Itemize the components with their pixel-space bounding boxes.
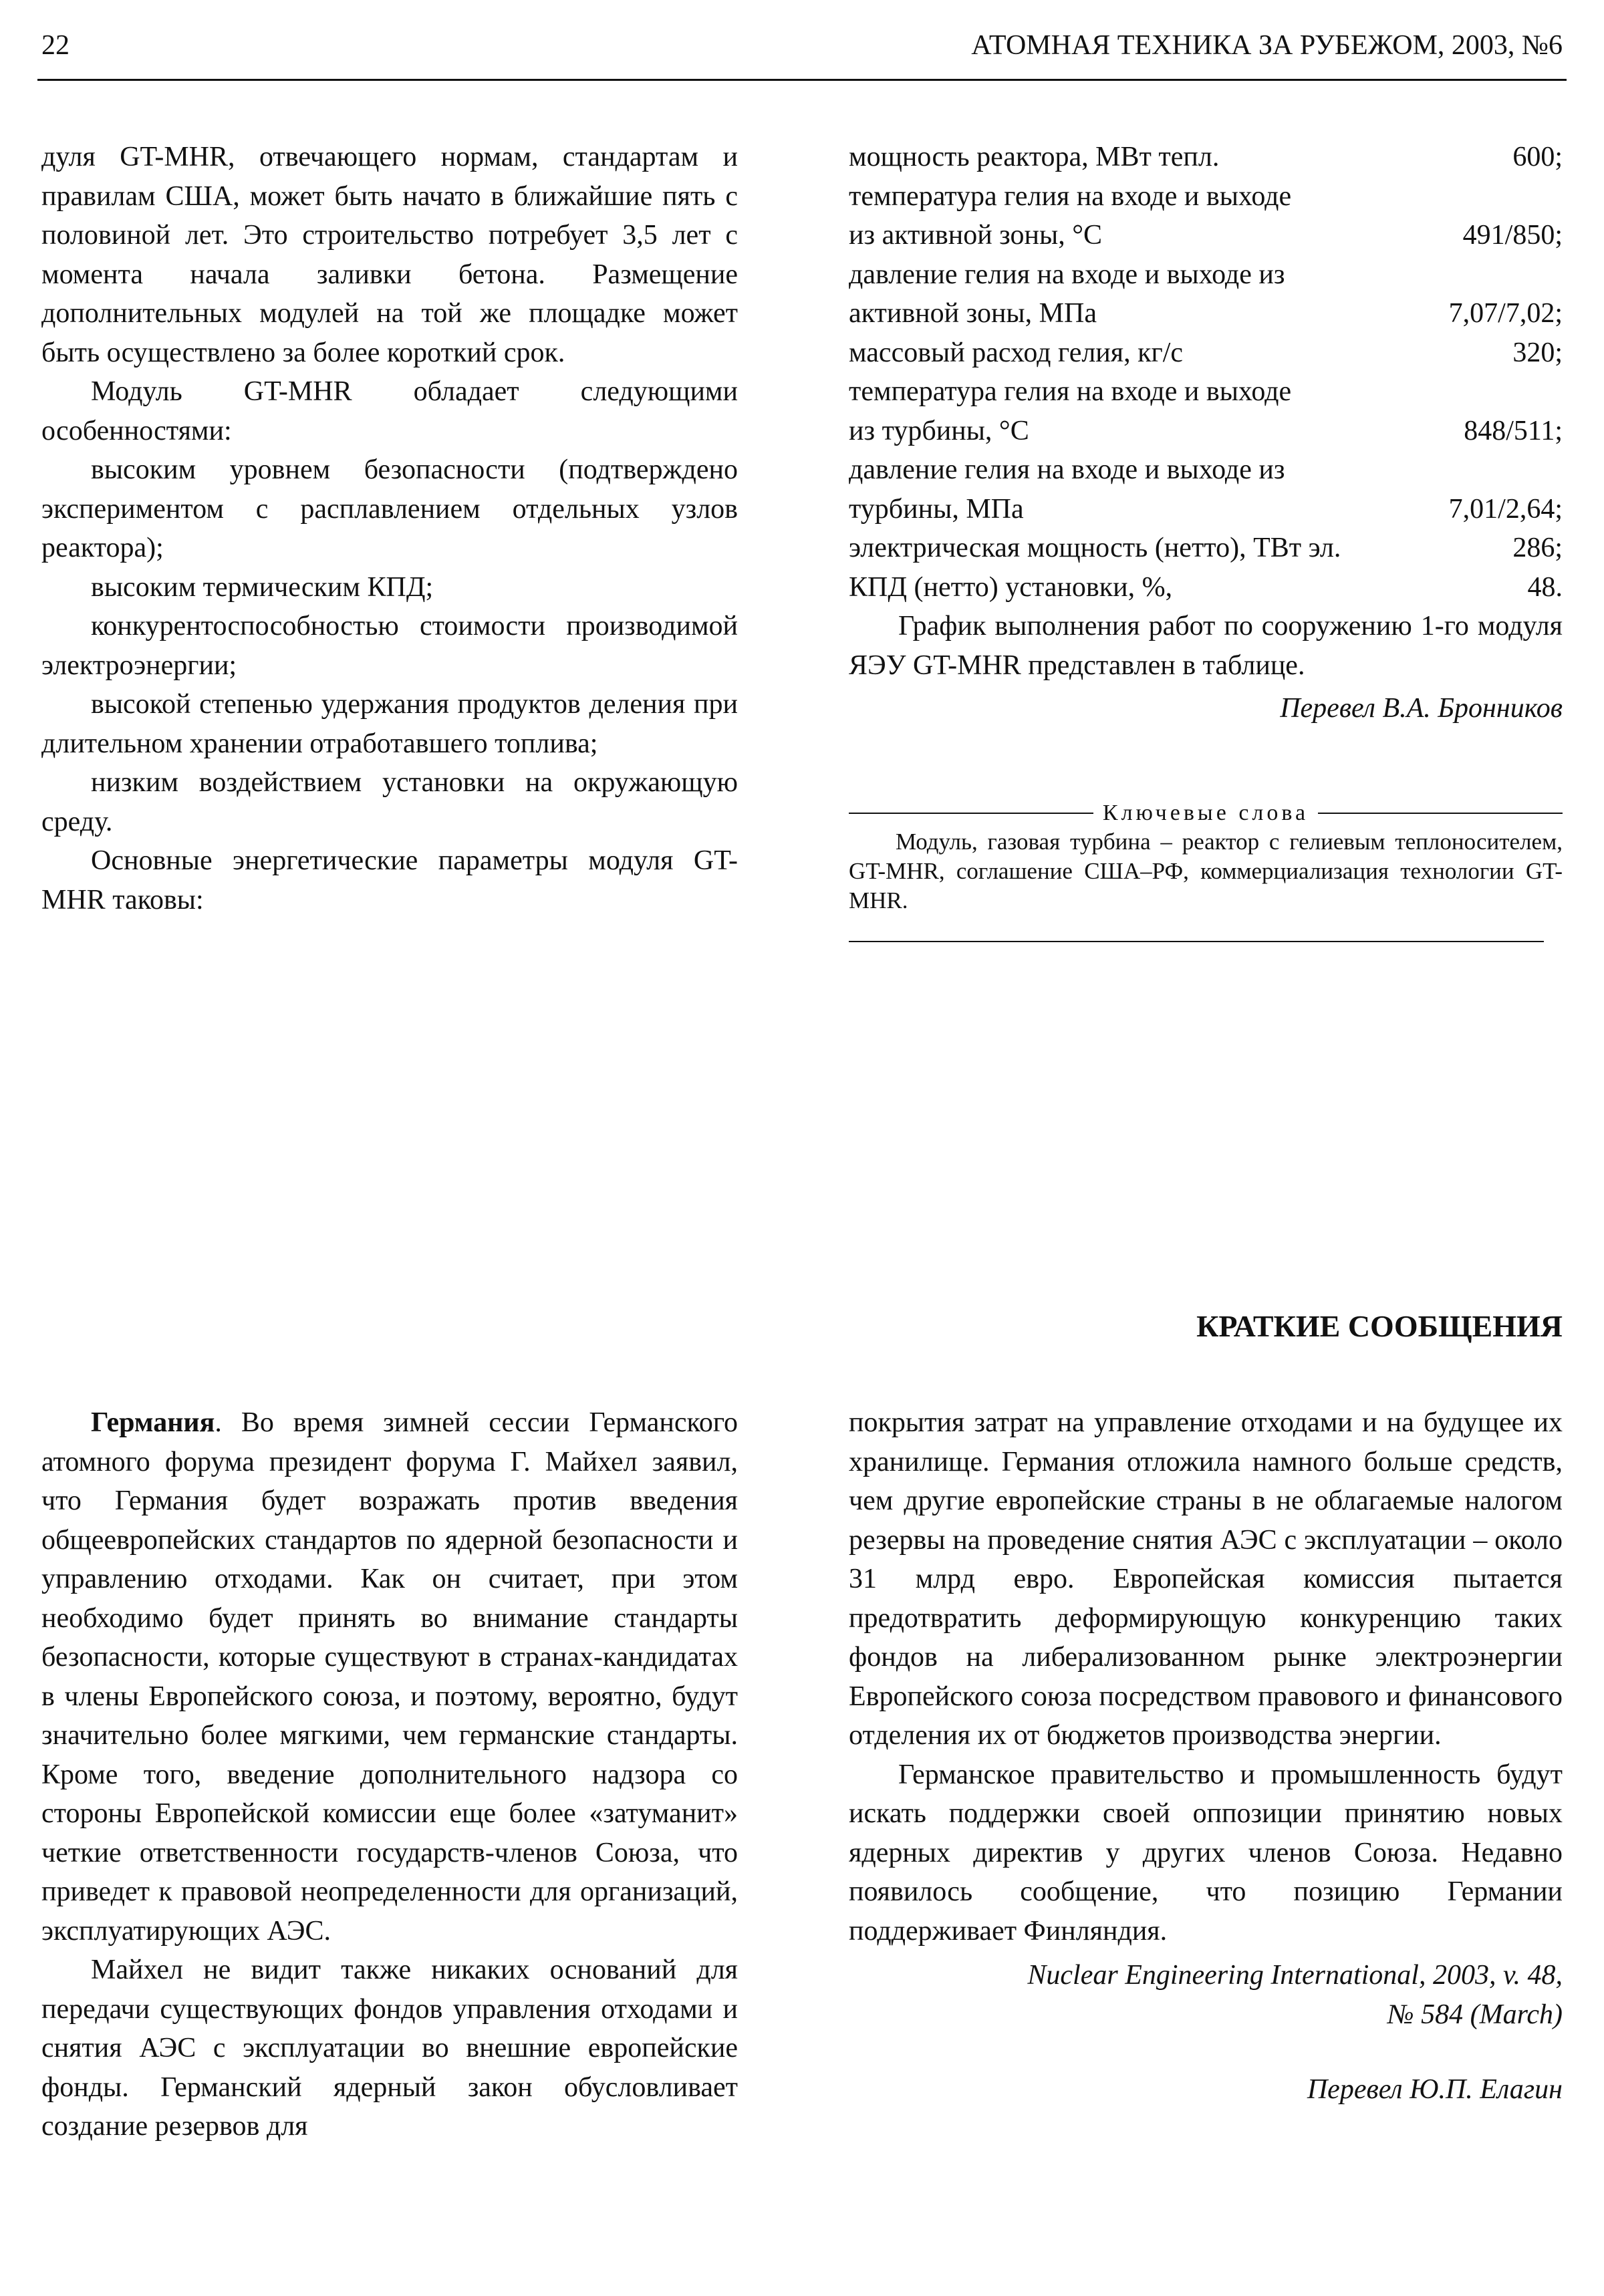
list-item: высоким уровнем безопасности (подтверждено экспериментом с расплавлением отдельных узлов реактора); bbox=[41, 454, 738, 563]
param-row bbox=[849, 490, 1563, 529]
running-title: АТОМНАЯ ТЕХНИКА ЗА РУБЕЖОМ, 2003, №6 bbox=[971, 30, 1563, 61]
translator-credit: Перевел В.А. Бронников bbox=[1280, 693, 1563, 724]
param-row bbox=[849, 216, 1563, 255]
param-label: мощность реактора, МВт тепл. bbox=[849, 142, 1220, 172]
article-right-column bbox=[849, 138, 1563, 728]
source-line: Nuclear Engineering International, 2003, v. 48, bbox=[1027, 1960, 1563, 1991]
param-label: массовый расход гелия, кг/с bbox=[849, 337, 1184, 368]
param-row bbox=[849, 294, 1563, 333]
param-row bbox=[849, 568, 1563, 607]
divider bbox=[1318, 813, 1563, 814]
news-right-column bbox=[849, 1403, 1563, 2110]
param-value: 48. bbox=[1527, 571, 1563, 603]
list-item: высоким термическим КПД; bbox=[91, 571, 434, 603]
paragraph: дуля GT-MHR, отвечающего нормам, стандартам и правилам США, может быть начато в ближайшие пять с половиной лет. Это строительство потребует 3,5 лет с момента начала заливки бетона. Размещение дополнительных модулей на той же площадке может быть осуществлено за более короткий срок. bbox=[41, 142, 738, 368]
param-label: активной зоны, МПа bbox=[849, 298, 1097, 329]
param-value: 600; bbox=[1512, 142, 1563, 172]
keywords-title: Ключевые слова bbox=[1102, 801, 1309, 825]
param-row bbox=[849, 333, 1563, 373]
section-heading: КРАТКИЕ СООБЩЕНИЯ bbox=[1196, 1309, 1563, 1343]
keywords-title-row bbox=[849, 801, 1563, 826]
news-left-column bbox=[41, 1403, 738, 2146]
param-label: турбины, МПа bbox=[849, 493, 1024, 525]
param-label-pre: температура гелия на входе и выходе bbox=[849, 180, 1292, 212]
param-label: из турбины, °С bbox=[849, 415, 1029, 446]
keywords-text: Модуль, газовая турбина – реактор с гелиевым теплоносителем, GT-MHR, соглашение США–РФ, коммерциализация технологии GT-MHR. bbox=[849, 829, 1563, 913]
param-row bbox=[849, 412, 1563, 451]
param-label: КПД (нетто) установки, %, bbox=[849, 571, 1173, 603]
paragraph: Германское правительство и промышленность будут искать поддержки своей оппозиции принятию новых ядерных директив у других членов Союза. Недавно появилось сообщение, что позицию Германии поддерживает Финляндия. bbox=[849, 1759, 1563, 1947]
header-rule bbox=[37, 79, 1567, 81]
divider bbox=[849, 813, 1093, 814]
param-value: 848/511; bbox=[1464, 415, 1563, 446]
paragraph-text: . Во время зимней сессии Германского атомного форума президент форума Г. Майхел заявил, что Германия будет возражать против введения общеевропейских стандартов по ядерной безопасности и управлению отходами. Как он считает, при этом необходимо будет принять во внимание стандарты безопасности, которые существуют в странах-кандидатах в члены Европейского союза, и поэтому, вероятно, будут значительно более мягкими, чем германские стандарты. Кроме того, введение дополнительного надзора со стороны Европейской комиссии еще более «затуманит» четкие ответственности государств-членов Союза, что приведет к правовой неопределенности для организаций, эксплуатирующих АЭС. bbox=[41, 1407, 738, 1947]
list-item: высокой степенью удержания продуктов деления при длительном хранении отработавшего топлива; bbox=[41, 689, 738, 759]
list-item: низким воздействием установки на окружающую среду. bbox=[41, 767, 738, 837]
page-number: 22 bbox=[41, 30, 70, 61]
param-value: 7,01/2,64; bbox=[1448, 493, 1563, 525]
param-row bbox=[849, 138, 1563, 177]
param-row bbox=[849, 529, 1563, 568]
paragraph: Основные энергетические параметры модуля GT-MHR таковы: bbox=[41, 845, 738, 915]
keywords-block bbox=[849, 801, 1563, 942]
param-label-pre: давление гелия на входе и выходе из bbox=[849, 259, 1285, 290]
article-left-column bbox=[41, 138, 738, 919]
param-label-pre: температура гелия на входе и выходе bbox=[849, 376, 1292, 407]
list-item: конкурентоспособностью стоимости производимой электроэнергии; bbox=[41, 611, 738, 681]
paragraph: покрытия затрат на управление отходами и на будущее их хранилище. Германия отложила намного больше средств, чем другие европейские страны в не облагаемые налогом резервы на проведение снятия АЭС с эксплуатации – около 31 млрд евро. Европейская комиссия пытается предотвратить деформирующую конкуренцию таких фондов на либерализованном рынке электроэнергии Европейского союза посредством правового и финансового отделения их от бюджетов производства энергии. bbox=[849, 1407, 1563, 1751]
divider bbox=[849, 941, 1544, 942]
param-label-pre: давление гелия на входе и выходе из bbox=[849, 454, 1285, 485]
source-line: № 584 (March) bbox=[1387, 1999, 1563, 2030]
lead-word: Германия bbox=[91, 1407, 215, 1438]
paragraph: График выполнения работ по сооружению 1-го модуля ЯЭУ GT-MHR представлен в таблице. bbox=[849, 611, 1563, 681]
translator-credit: Перевел Ю.П. Елагин bbox=[1307, 2074, 1563, 2105]
param-value: 286; bbox=[1512, 533, 1563, 563]
paragraph bbox=[41, 1403, 738, 1951]
param-value: 320; bbox=[1512, 337, 1563, 368]
paragraph: Майхел не видит также никаких оснований для передачи существующих фондов управления отходами и снятия АЭС с эксплуатации во внешние европейские фонды. Германский ядерный закон обусловливает создание резервов для bbox=[41, 1955, 738, 2142]
param-label: из активной зоны, °С bbox=[849, 220, 1103, 251]
paragraph: Модуль GT-MHR обладает следующими особенностями: bbox=[41, 376, 738, 446]
param-value: 7,07/7,02; bbox=[1448, 298, 1563, 329]
param-label: электрическая мощность (нетто), ТВт эл. bbox=[849, 533, 1341, 563]
param-value: 491/850; bbox=[1462, 220, 1563, 251]
